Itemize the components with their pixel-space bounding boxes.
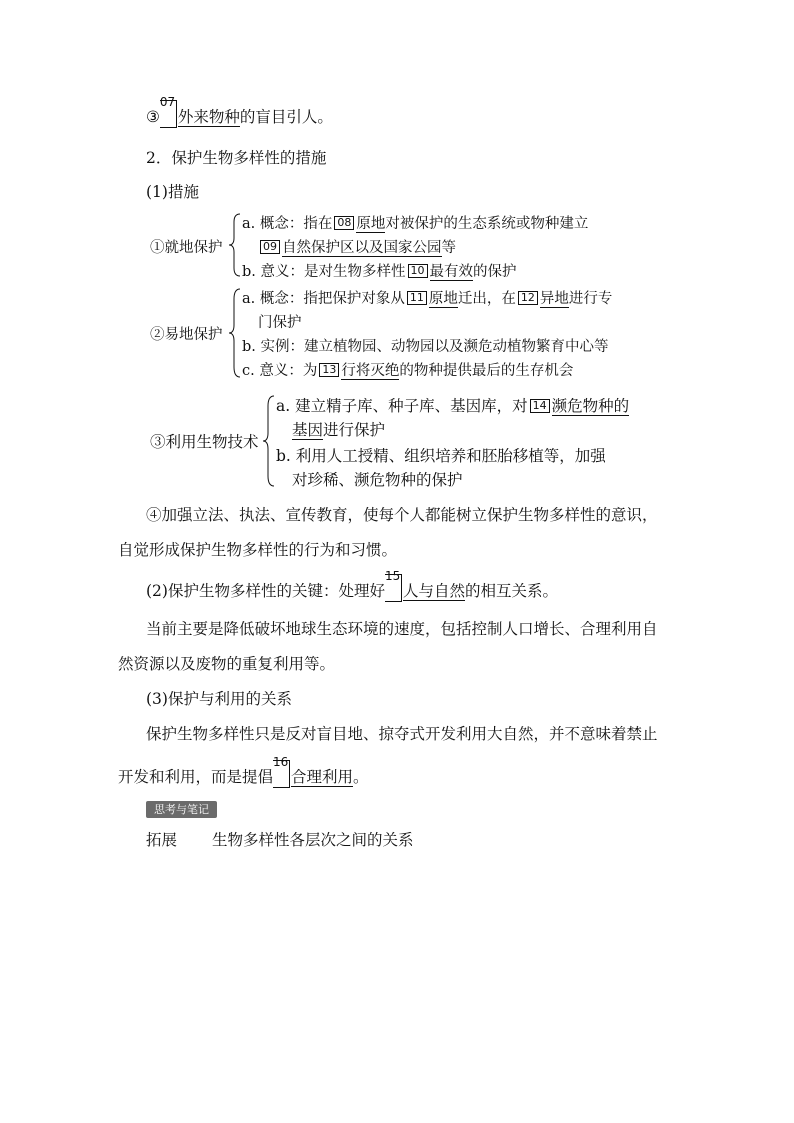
blank-number-tag: 15	[385, 574, 402, 602]
brace-icon	[262, 394, 276, 488]
biotech-reproduction-line1: b. 利用人工授精、组织培养和胚胎移植等，加强	[276, 447, 606, 465]
paragraph-current-line2: 然资源以及废物的重复利用等。	[118, 655, 336, 673]
exsitu-concept-line1: a. 概念：指把保护对象从 11 原地迁出，在 12 异地进行专	[242, 291, 613, 307]
blank-number-tag: 14	[530, 399, 550, 413]
exsitu-significance: c. 意义：为 13 行将灭绝的物种提供最后的生存机会	[242, 363, 574, 379]
insitu-concept-line1: a. 概念：指在 08 原地对被保护的生态系统或物种建立	[242, 216, 589, 232]
biotech-label: ③利用生物技术	[150, 433, 259, 451]
blank-number-tag: 07	[160, 100, 177, 128]
notes-badge: 思考与笔记	[146, 798, 217, 817]
exsitu-examples: b. 实例：建立植物园、动物园以及濒危动植物繁育中心等	[242, 339, 609, 355]
section-heading: 2．保护生物多样性的措施	[146, 149, 327, 167]
insitu-label: ①就地保护	[150, 240, 223, 256]
paragraph-current-line1: 当前主要是降低破坏地球生态环境的速度，包括控制人口增长、合理利用自	[146, 620, 658, 638]
blank-number-tag: 16	[273, 760, 290, 788]
paragraph-key-point: (2)保护生物多样性的关键：处理好 15 人与自然的相互关系。	[146, 569, 558, 600]
paragraph-relationship-line2: 开发和利用，而是提倡 16 合理利用。	[118, 755, 369, 786]
blank-number-tag: 11	[407, 291, 427, 305]
blank-number-tag: 13	[319, 363, 339, 377]
biotech-genebank-line1: a. 建立精子库、种子库、基因库，对 14 濒危物种的	[276, 397, 630, 415]
paragraph-relationship-line1: 保护生物多样性只是反对盲目地、掠夺式开发利用大自然，并不意味着禁止	[146, 725, 658, 743]
blank-number-tag: 08	[334, 216, 354, 230]
subsection-heading: (3)保护与利用的关系	[146, 690, 292, 708]
extension-title: 生物多样性各层次之间的关系	[212, 831, 414, 849]
item-invasive-species: ③ 07 外来物种的盲目引人。	[146, 95, 333, 126]
paragraph-legislation-line1: ④加强立法、执法、宣传教育，使每个人都能树立保护生物多样性的意识，	[146, 506, 658, 524]
blank-number-tag: 10	[408, 264, 428, 278]
biotech-reproduction-line2: 对珍稀、濒危物种的保护	[292, 471, 463, 489]
answer-term: 外来物种	[177, 108, 240, 126]
paragraph-legislation-line2: 自觉形成保护生物多样性的行为和习惯。	[118, 541, 398, 559]
brace-icon	[228, 287, 242, 379]
insitu-significance: b. 意义：是对生物多样性 10 最有效的保护	[242, 264, 517, 280]
extension-label: 拓展	[146, 831, 178, 849]
insitu-concept-line2: 09 自然保护区以及国家公园等	[258, 236, 456, 257]
exsitu-label: ②易地保护	[150, 327, 223, 343]
blank-number-tag: 12	[518, 291, 538, 305]
blank-number-tag: 09	[260, 240, 280, 254]
exsitu-concept-line2: 门保护	[258, 315, 302, 331]
subsection-heading: (1)措施	[146, 183, 199, 201]
biotech-genebank-line2: 基因进行保护	[292, 421, 386, 439]
brace-icon	[228, 212, 242, 278]
